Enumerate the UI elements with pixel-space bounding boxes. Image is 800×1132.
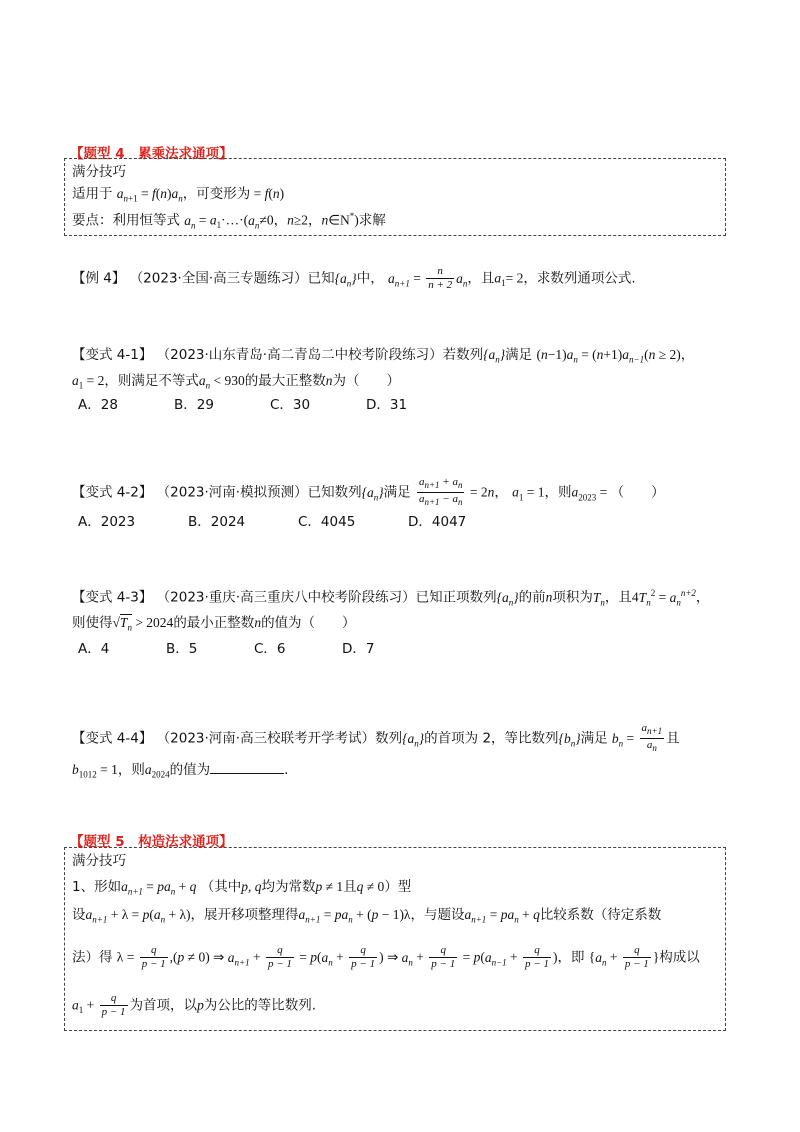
variant-4-2-options — [78, 513, 466, 531]
box4-heading: 满分技巧 — [72, 164, 126, 180]
option-d: D．7 — [342, 641, 375, 657]
section-4-title: 【题型 4 累乘法求通项】 — [70, 146, 233, 162]
section-5-title: 【题型 5 构造法求通项】 — [70, 834, 233, 850]
variant-4-1-options — [78, 396, 407, 414]
option-a: A．4 — [78, 641, 110, 657]
option-d: D．4047 — [408, 514, 467, 530]
variant-4-4-line1: 【变式 4-4】 （2023·河南·高三校联考开学考试）数列$\{a_n\}$的首项为 2，等比数列$\{b_n\}$满足 $b_n$ = $\frac{a_{n+1}}{a_n}$ 且 — [72, 722, 680, 754]
variant-4-4-line2: $b_{1012} = 1$，则$a_{2024}$的值为 . — [72, 762, 289, 780]
option-a: A．2023 — [78, 514, 136, 530]
variant-4-1-line1: 【变式 4-1】 （2023·山东青岛·高二青岛二中校考阶段练习）若数列$\{a_n\}$满足 $(n-1)a_n = (n+1)a_{n-1}(n \ge 2)$， — [72, 347, 695, 365]
box5-heading: 满分技巧 — [72, 853, 126, 869]
option-b: B．5 — [166, 641, 198, 657]
variant-4-3-options — [78, 640, 374, 658]
variant-4-2-line1: 【变式 4-2】 （2023·河南·模拟预测）已知数列$\{a_n\}$满足 $\frac{a_{n+1} + a_n}{a_{n+1} - a_n}$ = 2n， $a_1 = 1$，则$a_{2023}$ = （ ） — [72, 476, 665, 508]
option-d: D．31 — [366, 397, 408, 413]
option-b: B．2024 — [188, 514, 246, 530]
box4-line2: 要点：利用恒等式 $a_n$ = $a_1\cdot\dots\cdot(a_n\ne 0$，n≥2，n∈N*)求解 — [72, 211, 386, 231]
variant-4-3-line1: 【变式 4-3】 （2023·重庆·高三重庆八中校考阶段练习）已知正项数列$\{a_n\}$的前n项积为$T_n$，且$4T_n^2 = a_n^{n+2}$， — [72, 588, 710, 608]
variant-4-3-line2: 则使得$√T_n > 2024$的最小正整数n的值为（ ） — [72, 615, 356, 633]
option-c: C．30 — [270, 397, 311, 413]
option-a: A．28 — [78, 397, 118, 413]
box5-line2: 设$a_{n+1} + \lambda = p(a_n + \lambda)$，展开移项整理得$a_{n+1} = pa_n + (p - 1)\lambda$，与题设$a_{n+1} = pa_n + q$比较系数（待定系数 — [72, 907, 662, 925]
box5-line1: 1、形如$a_{n+1} = pa_n + q$ （其中p, q均为常数p ≠ 1且q ≠ 0）型 — [72, 879, 412, 897]
option-c: C．6 — [254, 641, 286, 657]
option-b: B．29 — [174, 397, 214, 413]
variant-4-1-line2: $a_1 = 2$，则满足不等式$a_n < 930$的最大正整数n为（ ） — [72, 373, 400, 391]
answer-blank[interactable] — [210, 760, 284, 774]
box4-line1: 适用于 $a_{n+1} = f(n)a_n$，可变形为 = f(n) — [72, 186, 285, 204]
box5-line3: 法）得 λ = $\frac{q}{p - 1}$ ,(p ≠ 0) ⇒ $a_{n+1}$ + $\frac{q}{p - 1}$ = $p(a_n$ + $\frac{q}{p - 1}$ ) ⇒ $a_n$ + $\frac{q}{p - 1}$ = $p(a_{n-1}$ + $\frac{q}{p - 1}$ )，即 {$a_n$ + $\frac{q}{p - 1}$ }构成以 — [72, 944, 700, 970]
box5-line4: $a_1$ + $\frac{q}{p - 1}$ 为首项，以p为公比的等比数列. — [72, 992, 317, 1018]
option-c: C．4045 — [298, 514, 356, 530]
example-4: 【例 4】 （2023·全国·高三专题练习）已知$\{a_n\}$中， $a_{n+1}$ = $\frac{n}{n + 2}$ $a_n$，且$a_1= 2$，求数列通项公式. — [72, 265, 636, 291]
